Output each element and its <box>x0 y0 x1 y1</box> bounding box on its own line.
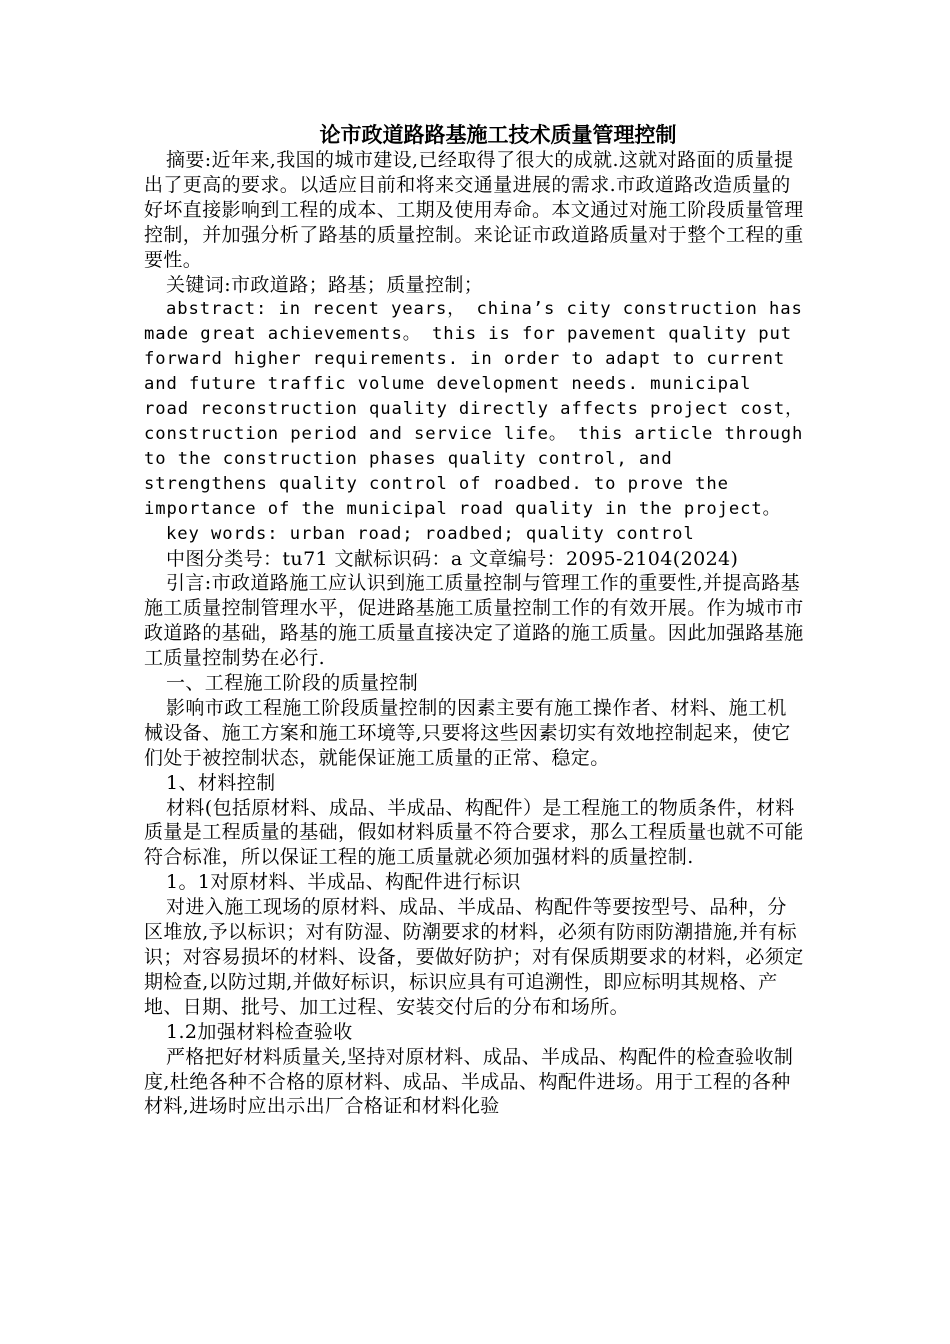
subsection-heading: 1.2加强材料检查验收 <box>166 1020 353 1043</box>
classification-line: 中图分类号：tu71 文献标识码：a 文章编号：2095-2104(2024) <box>166 547 739 570</box>
abstract-english: abstract: in recent years， china’s city construction has made great achievements。 this is for pavement quality put forward higher requirements. in order to adapt to current and future traffic volume development needs. municipal road reconstruction quality directly affects project cost， construction period and service life。 this article through to the construction phases quality control, and strengthens quality control of roadbed. to prove the importance of the municipal road quality in the project。 <box>144 299 804 519</box>
subsection-heading: 1、材料控制 <box>166 771 276 794</box>
subsection-paragraph: 材料(包括原材料、成品、半成品、构配件）是工程施工的物质条件，材料质量是工程质量的基础，假如材料质量不符合要求，那么工程质量也就不可能符合标准，所以保证工程的施工质量就必须加强材料的质量控制. <box>144 796 804 869</box>
introduction-paragraph: 引言:市政道路施工应认识到施工质量控制与管理工作的重要性,并提高路基施工质量控制管理水平，促进路基施工质量控制工作的有效开展。作为城市市政道路的基础，路基的施工质量直接决定了道路的施工质量。因此加强路基施工质量控制势在必行. <box>144 572 804 670</box>
subsection-paragraph: 对进入施工现场的原材料、成品、半成品、构配件等要按型号、品种，分区堆放,予以标识；对有防湿、防潮要求的材料，必须有防雨防潮措施,并有标识；对容易损坏的材料、设备，要做好防护；对有保质期要求的材料，必须定期检查,以防过期,并做好标识，标识应具有可追溯性，即应标明其规格、产地、日期、批号、加工过程、安装交付后的分布和场所。 <box>144 896 804 1018</box>
keywords-english: key words: urban road; roadbed; quality control <box>166 523 695 544</box>
section-heading: 一、工程施工阶段的质量控制 <box>166 672 419 695</box>
keywords-chinese: 关键词:市政道路；路基；质量控制； <box>166 273 484 296</box>
section-paragraph: 影响市政工程施工阶段质量控制的因素主要有施工操作者、材料、施工机械设备、施工方案和施工环境等,只要将这些因素切实有效地控制起来，使它们处于被控制状态，就能保证施工质量的正常、稳定。 <box>144 696 791 769</box>
document-title: 论市政道路路基施工技术质量管理控制 <box>319 122 677 147</box>
abstract-chinese: 摘要:近年来,我国的城市建设,已经取得了很大的成就.这就对路面的质量提出了更高的要求。以适应目前和将来交通量进展的需求.市政道路改造质量的好坏直接影响到工程的成本、工期及使用寿命。本文通过对施工阶段质量管理控制，并加强分析了路基的质量控制。来论证市政道路质量对于整个工程的重要性。 <box>144 149 804 271</box>
subsection-heading: 1。1对原材料、半成品、构配件进行标识 <box>166 871 521 894</box>
subsection-paragraph: 严格把好材料质量关,坚持对原材料、成品、半成品、构配件的检查验收制度,杜绝各种不合格的原材料、成品、半成品、构配件进场。用于工程的各种材料,进场时应出示出厂合格证和材料化验 <box>144 1045 794 1118</box>
document-body <box>144 148 804 1119</box>
